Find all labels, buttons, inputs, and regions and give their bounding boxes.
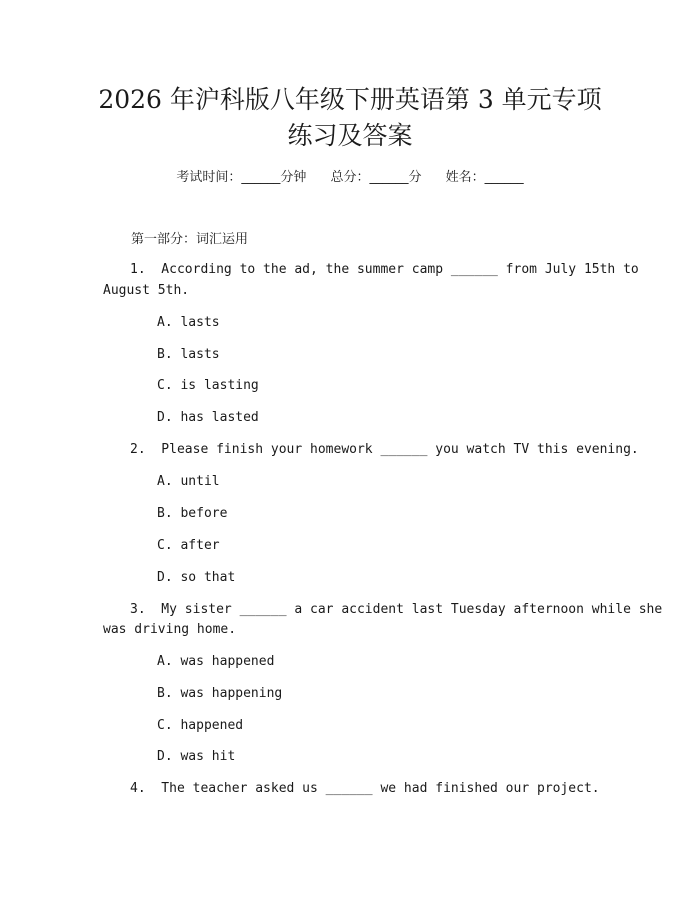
question-1-option-b: B. lasts <box>157 347 220 362</box>
page-title-line-2: 练习及答案 <box>287 121 413 150</box>
question-3-option-c: C. happened <box>157 718 244 733</box>
question-1-option-d: D. has lasted <box>157 410 259 425</box>
exam-time: 考试时间：______分钟 <box>176 170 307 185</box>
question-3-text-continued: was driving home. <box>103 622 237 637</box>
exam-meta <box>0 168 700 188</box>
question-2-option-a: A. until <box>157 474 220 489</box>
question-2-option-b: B. before <box>157 506 228 521</box>
question-2-option-d: D. so that <box>157 570 236 585</box>
question-3-option-b: B. was happening <box>157 686 283 701</box>
question-1-option-c: C. is lasting <box>157 378 259 393</box>
question-1-text: 1. According to the ad, the summer camp ______ from July 15th to <box>130 262 639 277</box>
question-3-option-d: D. was hit <box>157 749 236 764</box>
question-1-text-continued: August 5th. <box>103 283 190 298</box>
section-title: 第一部分：词汇运用 <box>131 232 249 247</box>
exam-name: 姓名：______ <box>445 170 524 185</box>
question-3-option-a: A. was happened <box>157 654 275 669</box>
question-4-text: 4. The teacher asked us ______ we had finished our project. <box>130 781 600 796</box>
question-2-option-c: C. after <box>157 538 220 553</box>
question-2-text: 2. Please finish your homework ______ you watch TV this evening. <box>130 442 639 457</box>
question-1-option-a: A. lasts <box>157 315 220 330</box>
question-3-text: 3. My sister ______ a car accident last Tuesday afternoon while she <box>130 602 663 617</box>
exam-score: 总分：______分 <box>330 170 422 185</box>
page-title-line-1: 2026 年沪科版八年级下册英语第 3 单元专项 <box>98 85 602 114</box>
